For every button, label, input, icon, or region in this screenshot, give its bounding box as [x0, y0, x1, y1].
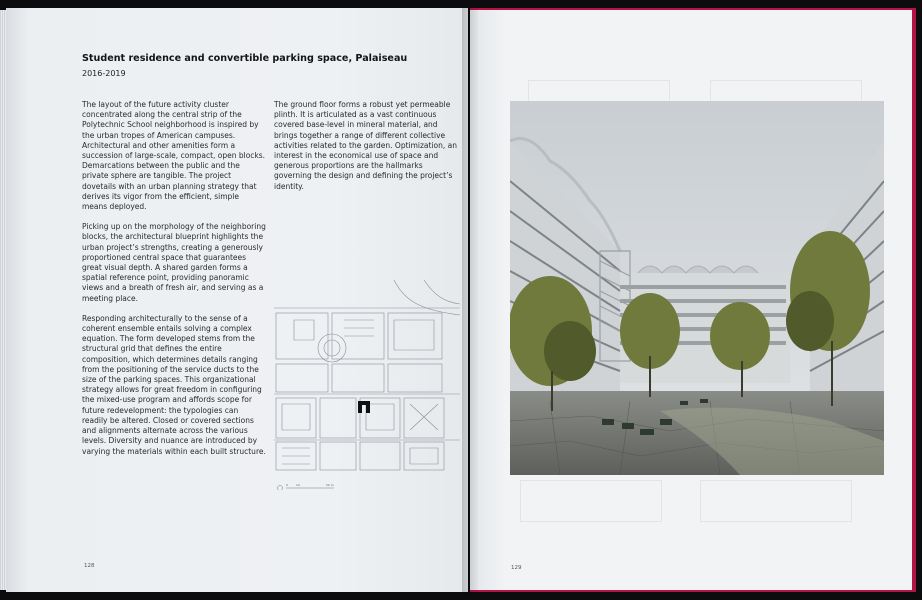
paragraph: The ground floor forms a robust yet permeable plinth. It is articulated as a vast continuous covered base-level in mineral material, and brings together a range of different collective activities related to the garden. Optimization, an interest in the economical use of space and generous proportions are the hallmarks governing the design and defining the project’s identity. [274, 100, 458, 191]
paragraph: The layout of the future activity cluster concentrated along the central strip of the Polytechnic School neighborhood is inspired by the urban tropes of American campuses. Architectural and other amenities form a succession of large-scale, compact, open blocks. Demarcations between the public and the private sphere are tangible. The project dovetails with an urban planning strategy that derives its vigor from the efficient, simple means deployed. [82, 100, 266, 212]
page-number-left: 128 [84, 563, 95, 569]
north-arrow-icon [278, 486, 283, 491]
text-column-1 [82, 100, 266, 467]
paragraph: Responding architecturally to the sense of a coherent ensemble entails solving a complex equation. The form developed stems from the structural grid that defines the entire composition, which determines details ranging from the positioning of the service ducts to the size of the parking spaces. This organizational strategy allows for great freedom in configuring the mixed-use program and affords scope for future redevelopment: the typologies can readily be altered. Closed or covered sections and alignments alternate across the various levels. Diversity and nuance are introduced by varying the materials within each built structure. [82, 313, 266, 456]
page-number-right: 129 [511, 565, 522, 571]
site-plan [274, 280, 460, 490]
text-column-2 [274, 100, 460, 202]
show-through-text [528, 80, 670, 102]
show-through-text [520, 480, 662, 522]
page-title: Student residence and convertible parking space, Palaiseau [82, 53, 408, 64]
show-through-text [700, 480, 852, 522]
project-location-marker [358, 401, 370, 413]
scale-label: 10 [296, 483, 300, 487]
show-through-text [710, 80, 862, 102]
spine-shadow [462, 8, 478, 594]
courtyard-photo [510, 101, 884, 475]
paragraph: Picking up on the morphology of the neighboring blocks, the architectural blueprint highlights the urban project’s strengths, creating a generously proportioned central space that guarantees great visual depth. A shared garden forms a spatial reference point, providing panoramic views and a breath of fresh air, and serving as a meeting place. [82, 222, 266, 303]
scale-label: 50 m [326, 483, 334, 487]
project-years: 2016-2019 [82, 69, 126, 78]
scale-label: 0 [286, 483, 288, 487]
